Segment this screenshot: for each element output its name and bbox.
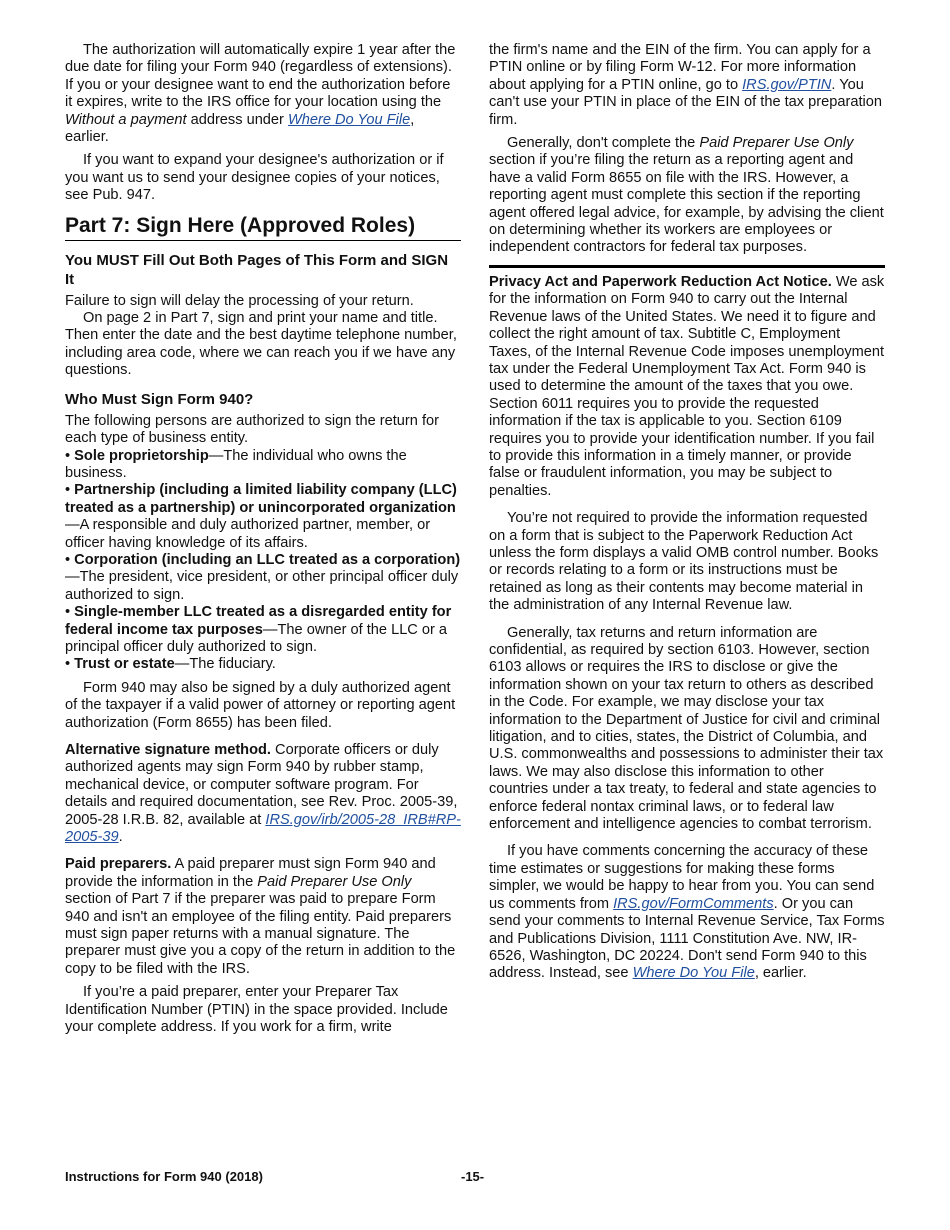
- comments-paragraph: If you have comments concerning the accuracy of these time estimates or suggestions for making these forms simpler, we would be happy to hear from you. You can send us comments from IRS.gov/FormComments. Or you can send your comments to Internal Revenue Service, Tax Forms and Publications Division, 1111 Constitution Ave. NW, IR-6526, Washington, DC 20224. Don't send Form 940 to this address. Instead, see Where Do You File, earlier.: [489, 843, 885, 982]
- reporting-agent-paragraph: Generally, don't complete the Paid Preparer Use Only section if you’re filing the return as a reporting agent and have a valid Form 8655 on file with the IRS. However, a reporting agent must complete this section if the reporting agent offered legal advice, for example, by advising the client on determining whether its workers are employees or independent contractors for federal tax purposes.: [489, 135, 884, 256]
- firm-ein-paragraph: the firm's name and the EIN of the firm. You can apply for a PTIN online or by filing Form W-12. For more information about applying for a PTIN online, go to IRS.gov/PTIN. You can't use your PTIN in place of the EIN of the tax preparation firm.: [489, 42, 882, 128]
- left-column: [65, 42, 461, 1043]
- expand-authorization-paragraph: If you want to expand your designee's authorization or if you want us to send your designee copies of your notices, see Pub. 947.: [65, 152, 444, 204]
- privacy-act-paragraph: Privacy Act and Paperwork Reduction Act Notice. We ask for the information on Form 940 to carry out the Internal Revenue laws of the United States. We need it to figure and collect the right amount of tax. Subtitle C, Employment Taxes, of the Internal Revenue Code imposes unemployment tax under the Federal Unemployment Tax Act. Form 940 is used to determine the amount of the taxes that you owe. Section 6011 requires you to provide the requested information if the tax is applicable to you. Section 6109 requires you to provide your identification number. If you fail to provide this information in a timely manner, or provide false or fraudulent information, you may be subject to penalties.: [489, 273, 885, 499]
- agent-signature-paragraph: Form 940 may also be signed by a duly authorized agent of the taxpayer if a valid power of attorney or reporting agent authorization (Form 8655) has been filed.: [65, 679, 456, 731]
- confidentiality-paragraph: Generally, tax returns and return information are confidential, as required by section 6103. However, section 6103 allows or requires the IRS to disclose or give the information shown on your tax return to others as described in the Code. For example, we may disclose your tax information to the Department of Justice for civil and criminal litigation, and to cities, states, the District of Columbia, and U.S. commonwealths and possessions to administer their tax laws. We may also disclose this information to other countries under a tax treaty, to federal and state agencies to enforce federal nontax criminal laws, or to federal law enforcement and intelligence agencies to combat terrorism.: [489, 624, 884, 833]
- bullet-corporation: • Corporation (including an LLC treated as a corporation)—The president, vice president, or other principal officer duly authorized to sign.: [65, 551, 461, 603]
- footer-title: Instructions for Form 940 (2018): [65, 1169, 263, 1184]
- bullet-trust-estate: • Trust or estate—The fiduciary.: [65, 656, 276, 673]
- section-divider: [489, 265, 885, 268]
- ptin-paragraph: If you’re a paid preparer, enter your Preparer Tax Identification Number (PTIN) in the space provided. Include your complete address. If you work for a firm, write: [65, 984, 448, 1036]
- who-must-sign-heading: Who Must Sign Form 940?: [65, 390, 254, 408]
- rev-proc-link[interactable]: IRS.gov/irb/2005-28_IRB#RP-2005-39: [65, 811, 461, 846]
- bullet-partnership: • Partnership (including a limited liability company (LLC) treated as a partnership) or unincorporated organization—A responsible and duly authorized partner, member, or officer having knowledge of its affairs.: [65, 482, 457, 551]
- bullet-single-member-llc: • Single-member LLC treated as a disregarded entity for federal income tax purposes—The owner of the LLC or a principal officer duly authorized to sign.: [65, 604, 452, 655]
- omb-paragraph: You’re not required to provide the information requested on a form that is subject to the Paperwork Reduction Act unless the form displays a valid OMB control number. Books or records relating to a form or its instructions must be retained as long as their contents may become material in the administration of any Internal Revenue law.: [489, 510, 879, 614]
- ptin-link[interactable]: IRS.gov/PTIN: [742, 76, 832, 93]
- failure-sign-paragraph: Failure to sign will delay the processing of your return.: [65, 292, 414, 309]
- page-number: -15-: [461, 1169, 485, 1184]
- bullet-sole-proprietorship: • Sole proprietorship—The individual who owns the business.: [65, 447, 407, 481]
- expiry-paragraph: The authorization will automatically expire 1 year after the due date for filing your Form 940 (regardless of extensions). If you or your designee want to end the authorization before it expires, write to the IRS office for your location using the Without a payment address under Where Do You File, earlier.: [65, 42, 456, 146]
- alternative-signature-paragraph: Alternative signature method. Corporate officers or duly authorized agents may sign Form 940 by rubber stamp, mechanical device, or computer software program. For details and required documentation, see Rev. Proc. 2005-39, 2005-28 I.R.B. 82, available at IRS.gov/irb/2005-28_IRB#RP-2005-39.: [65, 742, 461, 846]
- paid-preparers-paragraph: Paid preparers. A paid preparer must sign Form 940 and provide the information in the Paid Preparer Use Only section of Part 7 if the preparer was paid to prepare Form 940 and isn't an employee of the filing entity. Paid preparers must sign paper returns with a manual signature. The preparer must give you a copy of the return in addition to the copy to be filed with the IRS.: [65, 856, 456, 977]
- sign-instructions-paragraph: On page 2 in Part 7, sign and print your name and title. Then enter the date and the best daytime telephone number, including area code, where we can reach you if we have any questions.: [65, 310, 457, 379]
- form-comments-link[interactable]: IRS.gov/FormComments: [613, 895, 774, 912]
- must-fill-heading: You MUST Fill Out Both Pages of This Form and SIGN It: [65, 251, 449, 288]
- part7-heading: Part 7: Sign Here (Approved Roles): [65, 213, 461, 241]
- right-column: [489, 42, 885, 989]
- authorized-persons-paragraph: The following persons are authorized to sign the return for each type of business entity.: [65, 412, 439, 447]
- where-do-you-file-link-2[interactable]: Where Do You File: [632, 965, 755, 982]
- where-do-you-file-link[interactable]: Where Do You File: [287, 111, 411, 128]
